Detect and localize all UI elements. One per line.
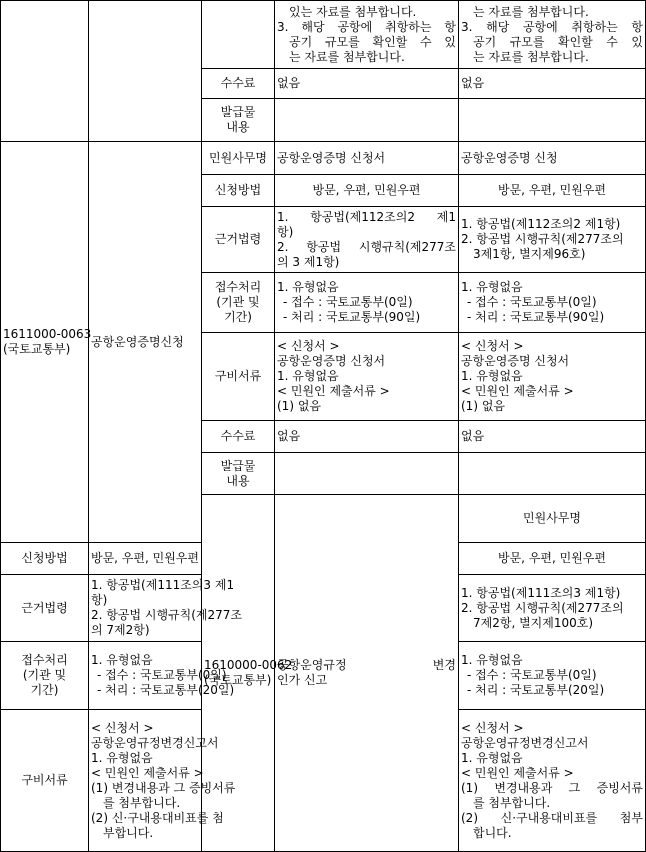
law-label: 근거법령 — [202, 207, 275, 273]
text-line: 는 자료를 첨부합니다. — [473, 49, 589, 64]
docs-left — [275, 333, 459, 421]
text-line: 를 첨부합니다. — [103, 795, 181, 810]
text-line: 기간) — [224, 310, 252, 324]
text-line: 의 7제2항) — [91, 623, 150, 637]
proc-left — [275, 273, 459, 333]
record-agency: (국토교통부) — [3, 342, 71, 356]
text-line: 기간) — [30, 683, 59, 697]
text-line: (2) 신·구내용대비표를 첨 — [91, 810, 224, 825]
text-line: - 처리 : 국토교통부(90일) — [467, 310, 605, 324]
text-line: (기관 및 — [216, 295, 260, 309]
text-line: 2. 항공법 시행규칙(제277조 — [277, 239, 456, 254]
text-line: - 처리 : 국토교통부(20일) — [467, 683, 605, 697]
proc-label — [202, 273, 275, 333]
text-line: 공기 규모를 확인할 수 있 — [289, 34, 456, 49]
issue-left — [275, 99, 459, 142]
text-line: 3제1항, 별지제96호) — [473, 247, 586, 261]
text-line: 접수처리 — [214, 280, 262, 294]
text-line: < 신청서 > — [91, 720, 154, 735]
text-line: 공항운영증명 신청서 — [461, 354, 570, 368]
record-name: 공항운영증명신청 — [91, 334, 184, 349]
text-line: 는 자료를 첨부합니다. — [473, 4, 589, 19]
text-line: 1. 항공법(제112조의2 제1항) — [461, 217, 621, 231]
method-right: 방문, 우편, 민원우편 — [459, 175, 646, 207]
issue-right — [459, 99, 646, 142]
record-name-cell — [89, 142, 202, 543]
method-left: 방문, 우편, 민원우편 — [89, 543, 202, 575]
text-line: 1. 유형없음 — [91, 750, 153, 765]
text-line: 공항운영규정변경신고서 — [91, 735, 219, 750]
docs-right — [459, 710, 646, 852]
text-line: < 민원인 제출서류 > — [91, 765, 204, 780]
text-line: (2) 신·구내용대비표를 첨부 — [461, 810, 643, 825]
text-line: - 접수 : 국토교통부(0일) — [467, 295, 597, 309]
proc-left — [89, 642, 235, 710]
text-line: (기관 및 — [22, 668, 67, 682]
law-label: 근거법령 — [1, 575, 89, 642]
text-line: 를 첨부합니다. — [473, 795, 551, 810]
text-line: 1. 유형없음 — [461, 280, 523, 294]
text-line: 항) — [277, 224, 294, 239]
text-line: 1. 항공법(제111조의3 제1항) — [461, 585, 621, 600]
text-line: 있는 자료를 첨부합니다. — [289, 4, 417, 19]
issue-left — [275, 453, 459, 495]
text-line: < 신청서 > — [277, 339, 340, 353]
proc-right — [459, 642, 646, 710]
docs-right — [459, 333, 646, 421]
prev-name-cell — [89, 1, 202, 142]
text-line: 발급물 — [220, 105, 256, 119]
text-line: 내용 — [226, 473, 250, 488]
text-line: 1. 유형없음 — [277, 280, 339, 294]
text-line: 1. 유형없음 — [277, 369, 339, 383]
text-line: 3. 해당 공항에 취항하는 항 — [277, 19, 456, 34]
record-code: 1610000-0062 — [204, 658, 293, 672]
text-line: 2. 항공법 시행규칙(제277조의 — [461, 232, 624, 246]
text-line: 발급물 — [220, 458, 256, 473]
text-line: - 접수 : 국토교통부(0일) — [283, 295, 413, 309]
issue-label — [202, 453, 275, 495]
text-line: (1) 변경내용과 그 증빙서류 — [461, 780, 643, 795]
office-label: 민원사무명 — [202, 142, 275, 175]
proc-right — [459, 273, 646, 333]
text-line: < 민원인 제출서류 > — [461, 765, 574, 780]
prev-docs-left — [275, 1, 459, 69]
method-left: 방문, 우편, 민원우편 — [275, 175, 459, 207]
method-label: 신청방법 — [1, 543, 89, 575]
prev-docs-right — [459, 1, 646, 69]
text-line: 접수처리 — [21, 653, 68, 667]
text-line: 2. 항공법 시행규칙(제277조의 — [461, 600, 624, 615]
text-line: 공항운영규정변경신고서 — [461, 735, 589, 750]
record-name-cell — [275, 495, 459, 852]
text-line: 내용 — [226, 120, 250, 134]
text-line: 1. 항공법(제111조의3 제1 — [91, 578, 235, 592]
docs-label: 구비서류 — [202, 333, 275, 421]
text-line: 항) — [91, 593, 108, 607]
text-line: < 민원인 제출서류 > — [277, 384, 390, 398]
text-line: < 신청서 > — [461, 339, 524, 353]
office-label: 민원사무명 — [459, 495, 646, 543]
text-line: - 접수 : 국토교통부(0일) — [467, 668, 597, 682]
text-line: 7제2항, 별지제100호) — [473, 615, 594, 630]
law-left — [89, 575, 242, 642]
prev-docs-label-cell — [202, 1, 275, 69]
text-line: 1. 유형없음 — [461, 653, 523, 667]
fee-left: 없음 — [275, 69, 459, 99]
text-line: 3. 해당 공항에 취항하는 항 — [461, 19, 643, 34]
proc-label — [1, 642, 89, 710]
record-name: 공항운영규정 변경 — [277, 658, 456, 672]
text-line: 1. 유형없음 — [461, 369, 523, 383]
record-code-cell — [1, 142, 92, 543]
record-agency: (국토교통부) — [204, 673, 272, 687]
docs-left — [89, 710, 236, 852]
text-line: - 처리 : 국토교통부(20일) — [97, 683, 235, 697]
text-line: (1) 없음 — [461, 399, 505, 413]
fee-right: 없음 — [459, 421, 646, 453]
text-line: < 신청서 > — [461, 720, 524, 735]
text-line: (1) 없음 — [277, 399, 321, 413]
text-line: 1. 유형없음 — [461, 750, 523, 765]
office-right: 공항운영증명 신청 — [459, 142, 646, 175]
record-name: 인가 신고 — [277, 673, 328, 687]
law-right — [459, 575, 646, 642]
law-right — [459, 207, 646, 273]
text-line: - 처리 : 국토교통부(90일) — [283, 310, 421, 324]
issue-label — [202, 99, 275, 142]
text-line: 의 3 제1항) — [277, 254, 340, 269]
office-left: 공항운영증명 신청서 — [275, 142, 459, 175]
method-right: 방문, 우편, 민원우편 — [459, 543, 646, 575]
text-line: 는 자료를 첨부합니다. — [289, 49, 405, 64]
text-line: < 민원인 제출서류 > — [461, 384, 574, 398]
text-line: 공항운영증명 신청서 — [277, 354, 386, 368]
text-line: 합니다. — [473, 825, 512, 840]
record-code: 1611000-0063 — [3, 327, 92, 341]
law-left — [275, 207, 459, 273]
fee-label: 수수료 — [202, 421, 275, 453]
method-label: 신청방법 — [202, 175, 275, 207]
text-line: 1. 유형없음 — [91, 653, 153, 667]
fee-label: 수수료 — [202, 69, 275, 99]
docs-label: 구비서류 — [1, 710, 89, 852]
text-line: - 접수 : 국토교통부(0일) — [97, 668, 227, 682]
fee-left: 없음 — [275, 421, 459, 453]
issue-right — [459, 453, 646, 495]
fee-right: 없음 — [459, 69, 646, 99]
text-line: 2. 항공법 시행규칙(제277조 — [91, 608, 242, 622]
text-line: 1. 항공법(제112조의2 제1 — [277, 209, 456, 224]
text-line: (1) 변경내용과 그 증빙서류 — [91, 780, 236, 795]
text-line: 공기 규모를 확인할 수 있 — [473, 34, 643, 49]
prev-code-cell — [1, 1, 89, 142]
text-line: 부합니다. — [103, 825, 154, 840]
